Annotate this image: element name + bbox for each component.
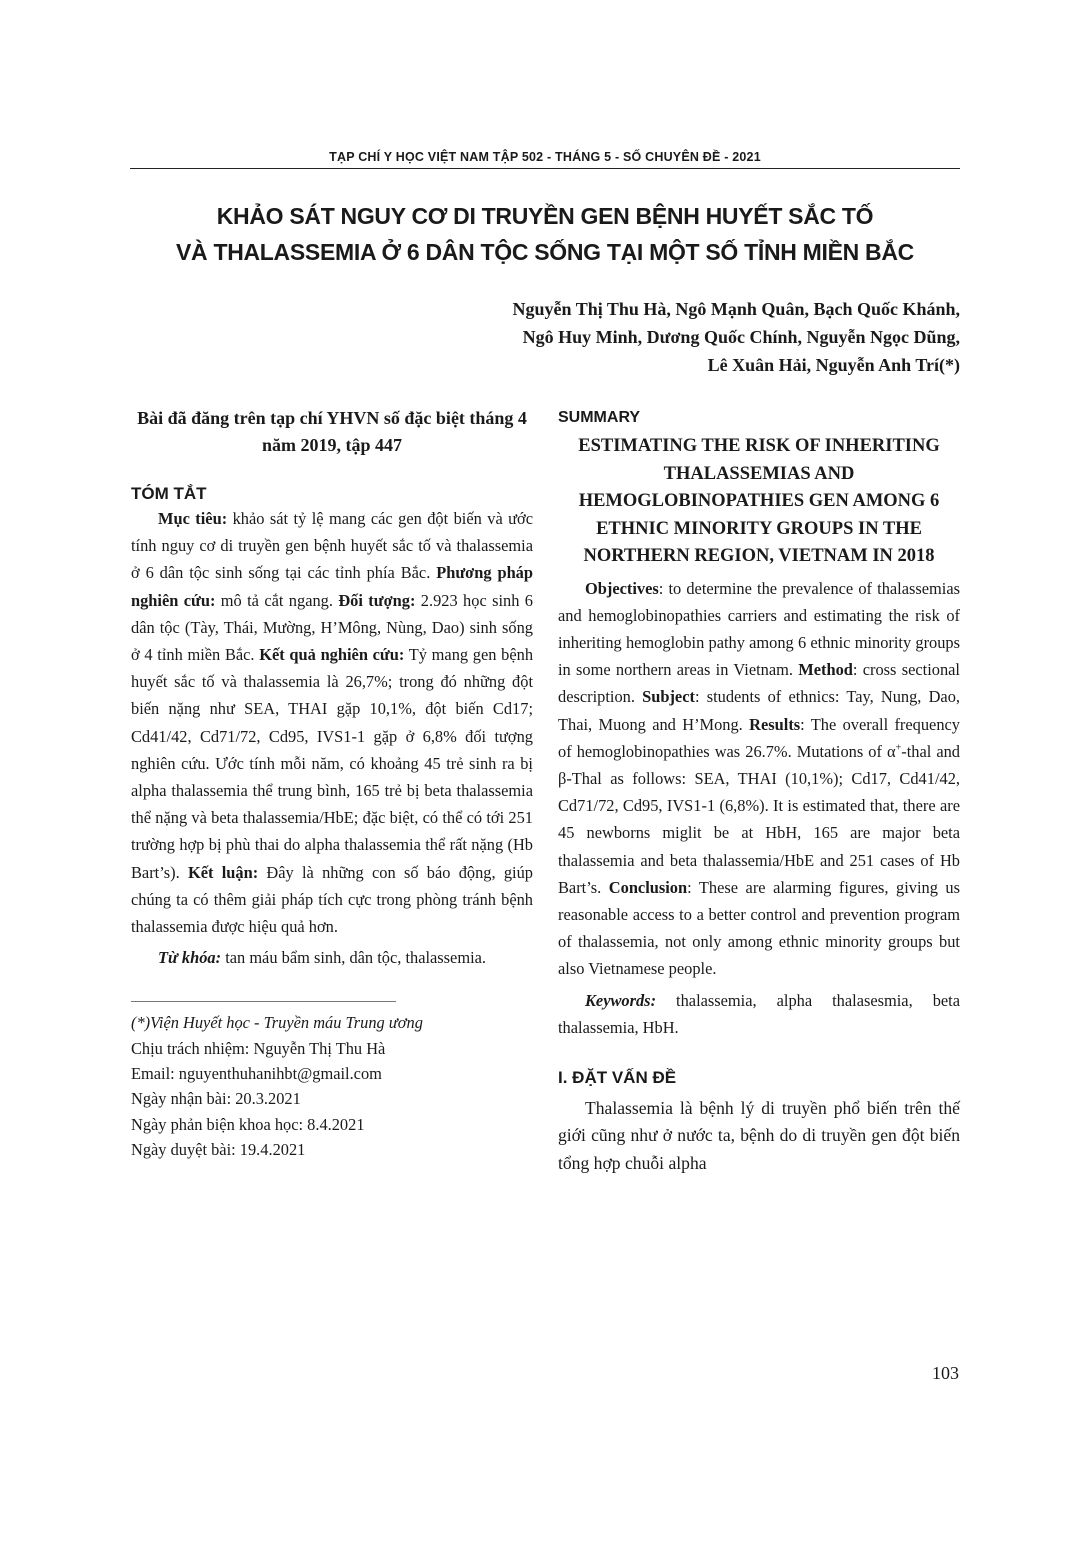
label-method: Phương pháp nghiên cứu: <box>131 563 533 610</box>
footnote-accepted: Ngày duyệt bài: 19.4.2021 <box>131 1139 306 1159</box>
article-title <box>100 198 990 270</box>
footnote-rule <box>131 1001 396 1002</box>
label-result: Kết quả nghiên cứu: <box>259 645 405 665</box>
text-keywords-en: thalassemia, alpha thalasesmia, beta thalassemia, HbH. <box>558 990 960 1037</box>
section-1-heading: I. ĐẶT VẤN ĐỀ <box>558 1067 677 1087</box>
section-1-text: Thalassemia là bệnh lý di truyền phổ biến trên thế giới cũng như ở nước ta, bệnh do di truyền gen đột biến tổng hợp chuỗi alpha <box>558 1097 960 1173</box>
text-conclusion-en: : These are alarming figures, giving us reasonable access to a better control and prevention program of thalassemia, not only among ethnic minority groups but also Vietnamese people. <box>558 877 960 979</box>
label-conclusion: Kết luận: <box>187 862 259 882</box>
label-results-en: Results <box>749 714 801 734</box>
summary-heading: SUMMARY <box>558 409 641 426</box>
summary-abstract <box>558 575 960 983</box>
label-objectives: Objectives <box>585 578 659 598</box>
author-list <box>513 295 960 379</box>
label-objective: Mục tiêu: <box>158 509 228 528</box>
text-results-a: : The overall frequency of hemoglobinopathies was 26.7%. Mutations of α <box>558 714 961 761</box>
footnote-email: Email: nguyenthuhanihbt@gmail.com <box>131 1064 382 1084</box>
text-objective: khảo sát tỷ lệ mang các gen đột biến và ước tính nguy cơ di truyền gen bệnh huyết sắc tố và thalassemia ở 6 dân tộc sinh sống tại các tỉnh phía Bắc. <box>131 509 533 583</box>
text-result: Tỷ mang gen bệnh huyết sắc tố và thalassemia là 26,7%; trong đó những đột biến nặng như SEA, THAI gặp 10,1%, đột biến Cd17; Cd41/42, Cd71/72, Cd95, IVS1-1 gặp ở 6,8% đối tượng nghiên cứu. Ước tính mỗi năm, có khoảng 45 trẻ sinh ra bị alpha thalassemia thể trung bình, 165 trẻ bị beta thalassemia thể nặng và beta thalassemia/HbE; đặc biệt, có thể có tới 251 trường hợp bị phù thai do alpha thalassemia thể rất nặng (Hb Bart’s). <box>131 645 534 882</box>
label-keywords-en: Keywords: <box>585 990 657 1010</box>
left-column <box>131 405 533 1162</box>
footnote <box>131 1010 533 1162</box>
tomtat-heading: TÓM TẮT <box>131 484 207 503</box>
right-column <box>558 405 960 1177</box>
text-results-b: -thal and β-Thal as follows: SEA, THAI (10,1%); Cd17, Cd41/42, Cd71/72, Cd95, IVS1-1 (6,8%). It is estimated that, there are 45 newborns miglit be at HbH, 165 are major beta thalassemia and beta thalassemia/HbE and 251 cases of Hb Bart’s. <box>558 741 960 897</box>
author-line-2: Ngô Huy Minh, Dương Quốc Chính, Nguyễn Ngọc Dũng, <box>522 327 960 347</box>
text-subject-en: : students of ethnics: Tay, Nung, Dao, Thai, Muong and H’Mong. <box>558 687 961 734</box>
summary-keywords <box>558 987 960 1041</box>
tomtat-abstract <box>131 505 533 940</box>
published-note: Bài đã đăng trên tạp chí YHVN số đặc biệt tháng 4 năm 2019, tập 447 <box>137 408 527 455</box>
footnote-received: Ngày nhận bài: 20.3.2021 <box>131 1089 301 1109</box>
label-subject: Đối tượng: <box>338 590 416 610</box>
text-objectives: : to determine the prevalence of thalassemias and hemoglobinopathies carriers and estimating the risk of inheriting hemoglobin pathy among 6 ethnic minority groups in some northern areas in Vietnam. <box>558 578 960 680</box>
footnote-affiliation: (*)Viện Huyết học - Truyền máu Trung ương <box>131 1013 423 1033</box>
label-keywords-vi: Từ khóa: <box>158 948 222 968</box>
author-line-3: Lê Xuân Hải, Nguyễn Anh Trí(*) <box>707 355 960 375</box>
title-line-2: VÀ THALASSEMIA Ở 6 DÂN TỘC SỐNG TẠI MỘT SỐ TỈNH MIỀN BẮC <box>176 239 914 265</box>
header-rule <box>130 168 960 169</box>
text-conclusion: Đây là những con số báo động, giúp chúng ta có thêm giải pháp tích cực trong phòng tránh bệnh thalassemia được hiệu quả hơn. <box>131 862 533 937</box>
author-line-1: Nguyễn Thị Thu Hà, Ngô Mạnh Quân, Bạch Quốc Khánh, <box>512 299 960 319</box>
label-subject-en: Subject <box>642 687 695 707</box>
label-conclusion-en: Conclusion <box>608 877 688 897</box>
footnote-responsible: Chịu trách nhiệm: Nguyễn Thị Thu Hà <box>131 1038 386 1058</box>
alpha-plus-superscript: + <box>895 742 902 754</box>
footnote-reviewed: Ngày phản biện khoa học: 8.4.2021 <box>131 1114 365 1134</box>
tomtat-keywords <box>131 944 533 971</box>
text-method: mô tả cắt ngang. <box>215 590 339 610</box>
journal-header: TẠP CHÍ Y HỌC VIỆT NAM TẬP 502 - THÁNG 5 - SỐ CHUYÊN ĐỀ - 2021 <box>329 150 761 164</box>
title-line-1: KHẢO SÁT NGUY CƠ DI TRUYỀN GEN BỆNH HUYẾT SẮC TỐ <box>216 203 874 229</box>
text-keywords-vi: tan máu bẩm sinh, dân tộc, thalassemia. <box>221 948 487 968</box>
text-subject: 2.923 học sinh 6 dân tộc (Tày, Thái, Mường, H’Mông, Nùng, Dao) sinh sống ở 4 tỉnh miền Bắc. <box>131 590 533 665</box>
summary-title: ESTIMATING THE RISK OF INHERITING THALASSEMIAS AND HEMOGLOBINOPATHIES GEN AMONG 6 ETHNIC MINORITY GROUPS IN THE NORTHERN REGION, VIETNAM IN 2018 <box>578 436 940 566</box>
page-number: 103 <box>932 1363 959 1383</box>
label-method-en: Method <box>798 660 853 680</box>
text-method-en: : cross sectional description. <box>558 660 960 707</box>
